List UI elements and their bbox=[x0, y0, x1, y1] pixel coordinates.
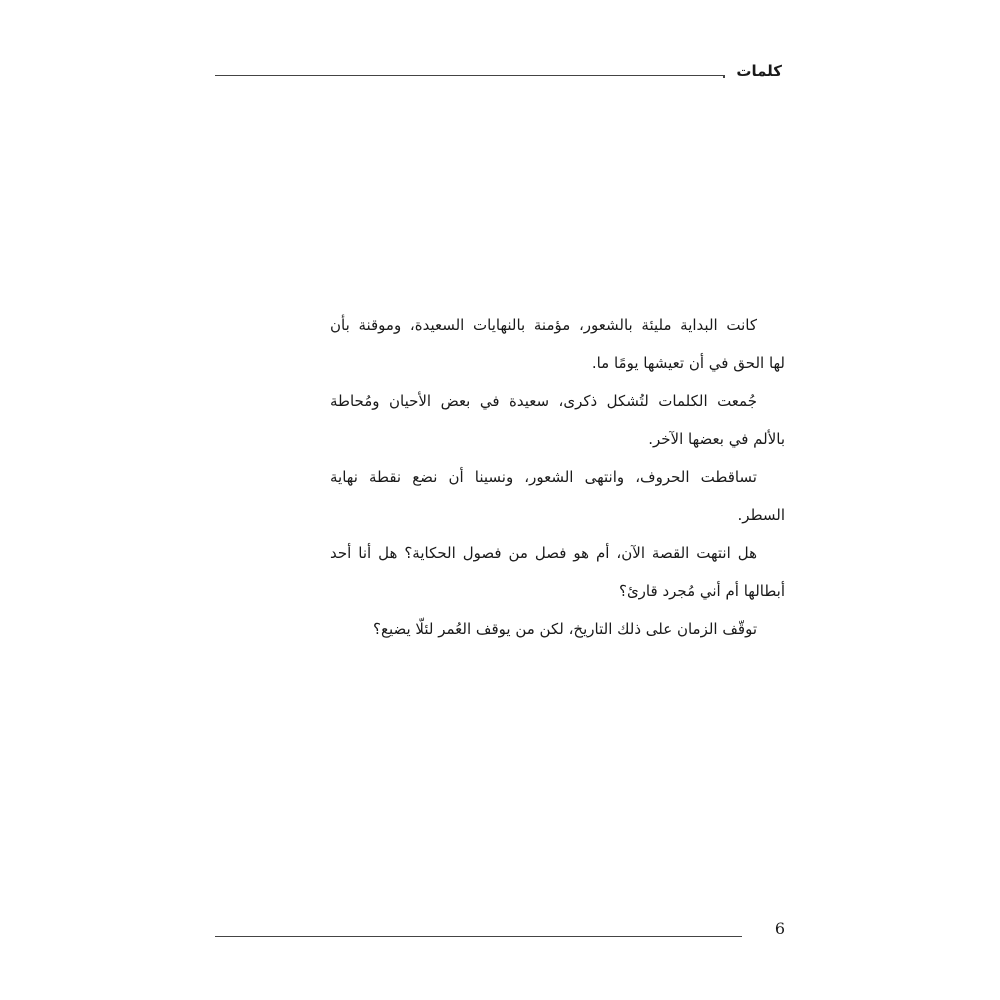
running-header-rule-tick bbox=[723, 75, 725, 78]
running-header-rule bbox=[215, 75, 725, 76]
page-number: 6 bbox=[774, 919, 786, 938]
text-line: لها الحق في أن تعيشها يومًا ما. bbox=[591, 354, 785, 372]
paragraph-4 bbox=[330, 534, 785, 610]
paragraph-3 bbox=[330, 458, 785, 534]
paragraph-5 bbox=[330, 610, 785, 648]
paragraph-1 bbox=[330, 306, 785, 382]
footer-rule bbox=[215, 936, 742, 937]
text-line: جُمعت الكلمات لتُشكل ذكرى، سعيدة في بعض الأحيان ومُحاطة bbox=[330, 392, 757, 410]
text-line: السطر. bbox=[737, 506, 785, 524]
running-header-title: كلمات bbox=[736, 62, 782, 80]
text-line: كانت البداية مليئة بالشعور، مؤمنة بالنهايات السعيدة، وموقنة بأن bbox=[330, 316, 757, 334]
body-text bbox=[330, 306, 785, 648]
text-line: توقّف الزمان على ذلك التاريخ، لكن من يوقف العُمر لئلّا يضيع؟ bbox=[373, 620, 757, 638]
paragraph-2 bbox=[330, 382, 785, 458]
text-line: تساقطت الحروف، وانتهى الشعور، ونسينا أن نضع نقطة نهاية bbox=[330, 468, 757, 486]
text-line: هل انتهت القصة الآن، أم هو فصل من فصول الحكاية؟ هل أنا أحد bbox=[330, 544, 757, 562]
text-line: بالألم في بعضها الآخر. bbox=[648, 430, 785, 448]
text-line: أبطالها أم أني مُجرد قارئ؟ bbox=[618, 582, 785, 600]
